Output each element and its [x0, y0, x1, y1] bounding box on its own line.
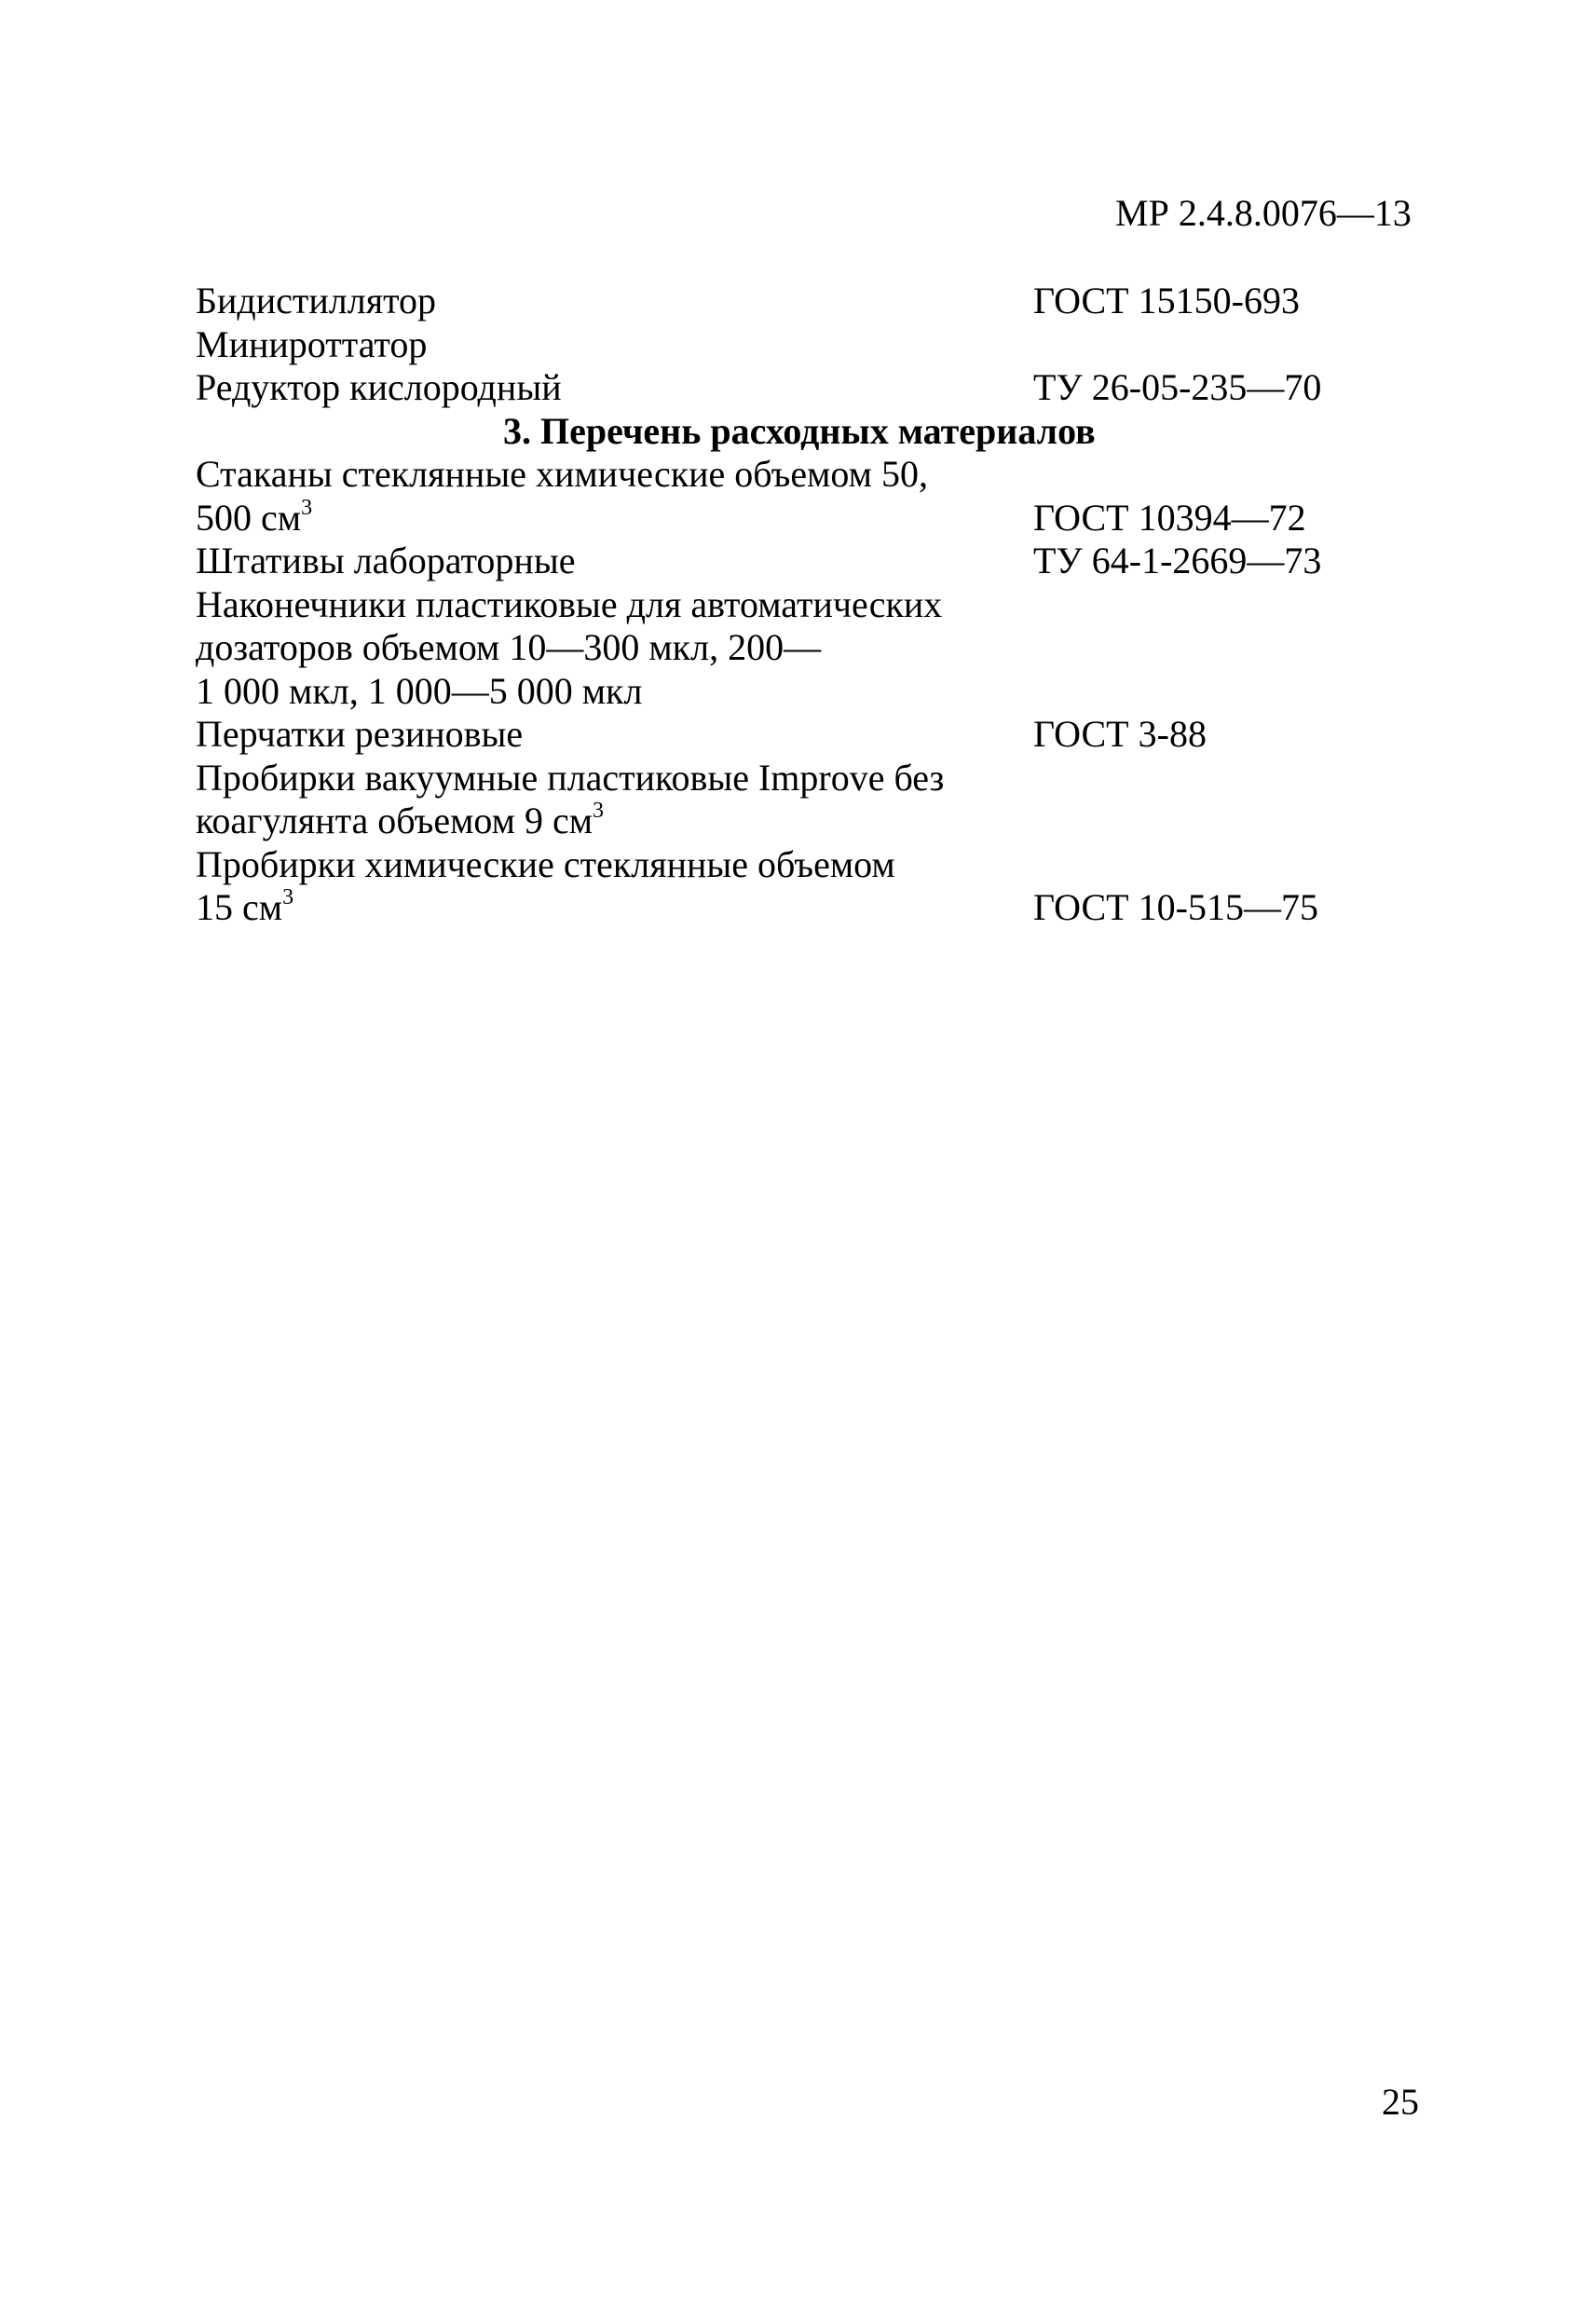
- equipment-row-bidistiller: [196, 280, 1407, 323]
- material-text: Пробирки вакуумные пластиковые Improve без: [196, 756, 945, 799]
- section-title: 3. Перечень расходных материалов: [503, 409, 1096, 452]
- equipment-name: Бидистиллятор: [196, 280, 437, 321]
- material-vacuum-tubes-line1: [196, 757, 1407, 800]
- material-text: [196, 800, 604, 843]
- material-standard: ТУ 64-1-2669—73: [1033, 540, 1322, 581]
- document-body: [196, 280, 1407, 930]
- material-text: [196, 497, 312, 540]
- material-volume: 15 см: [196, 886, 283, 928]
- material-standard: ГОСТ 10394—72: [1033, 496, 1306, 539]
- superscript: 3: [301, 495, 313, 520]
- material-text: 1 000 мкл, 1 000—5 000 мкл: [196, 669, 643, 712]
- material-text: Стаканы стеклянные химические объемом 50,: [196, 453, 928, 495]
- equipment-standard: ТУ 26-05-235—70: [1033, 366, 1322, 408]
- material-tips-line3: [196, 670, 1407, 714]
- material-tips-line2: [196, 626, 1407, 670]
- material-tips-line1: [196, 583, 1407, 627]
- material-text: Штативы лабораторные: [196, 540, 576, 581]
- superscript: 3: [282, 885, 294, 909]
- material-standard: ГОСТ 3-88: [1033, 713, 1207, 755]
- superscript: 3: [593, 799, 605, 823]
- material-volume: 500 см: [196, 496, 302, 539]
- equipment-name: Минироттатор: [196, 322, 428, 365]
- material-glasses-line2: [196, 497, 1407, 540]
- material-text: дозаторов объемом 10—300 мкл, 200—: [196, 626, 822, 668]
- material-chem-tubes-line1: [196, 843, 1407, 887]
- material-text: Наконечники пластиковые для автоматических: [196, 582, 943, 625]
- material-standard: ГОСТ 10-515—75: [1033, 886, 1318, 928]
- equipment-row-oxygen-reducer: [196, 366, 1407, 410]
- material-text: [196, 886, 293, 930]
- equipment-standard: ГОСТ 15150-693: [1033, 280, 1300, 321]
- equipment-row-minirotator: [196, 323, 1407, 367]
- page-number: 25: [1382, 2081, 1419, 2123]
- material-volume: коагулянта объемом 9 см: [196, 800, 593, 841]
- material-chem-tubes-line2: [196, 886, 1407, 930]
- document-code: МР 2.4.8.0076—13: [1115, 192, 1412, 234]
- material-glasses-line1: [196, 453, 1407, 497]
- material-text: Перчатки резиновые: [196, 713, 524, 755]
- material-vacuum-tubes-line2: [196, 800, 1407, 843]
- material-stands: [196, 540, 1407, 583]
- material-gloves: [196, 713, 1407, 757]
- equipment-name: Редуктор кислородный: [196, 366, 562, 408]
- section-heading-consumables: [196, 410, 1407, 454]
- material-text: Пробирки химические стеклянные объемом: [196, 842, 895, 885]
